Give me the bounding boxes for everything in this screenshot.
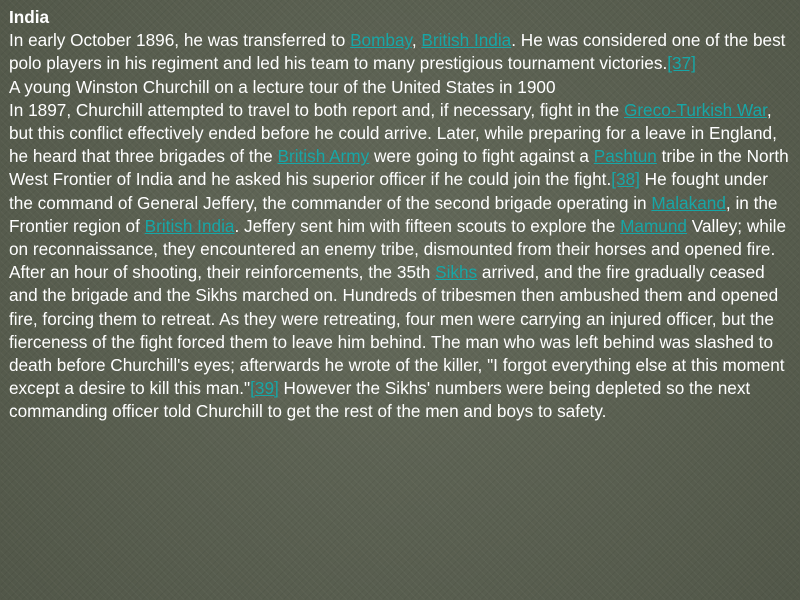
paragraph-text: , but this conflict effectively ended before he could arrive. Later, while preparing for a leave in England, he heard that three brigades of the (9, 99, 777, 167)
link-mamund[interactable]: Mamund (620, 215, 687, 236)
paragraph-text: In early October 1896, he was transferred to (9, 30, 351, 51)
paragraph-text: , in the Frontier region of (9, 192, 778, 236)
paragraph-malakand (9, 99, 795, 424)
paragraph-text: were going to fight against a (369, 146, 594, 167)
link-greco-turkish-war[interactable]: Greco-Turkish War (623, 99, 767, 120)
link-pashtun[interactable]: Pashtun (593, 146, 657, 167)
citation-38[interactable]: [38] (611, 169, 640, 190)
link-bombay[interactable]: Bombay (350, 30, 412, 51)
image-caption: A young Winston Churchill on a lecture tour of the United States in 1900 (9, 76, 556, 97)
citation-39[interactable]: [39] (250, 378, 279, 399)
paragraph-text: . He was considered one of the best polo players in his regiment and led his team to many prestigious tournament victories. (9, 30, 786, 74)
link-british-india[interactable]: British India (144, 215, 235, 236)
paragraph-text: tribe in the North West Frontier of India and he asked his superior officer if he could join the fight. (9, 146, 789, 190)
paragraph-text: . Jeffery sent him with fifteen scouts to explore the (234, 215, 621, 236)
link-malakand[interactable]: Malakand (651, 192, 726, 213)
paragraph-text: In 1897, Churchill attempted to travel to both report and, if necessary, fight in the (9, 99, 624, 120)
article-content (9, 6, 795, 424)
link-sikhs[interactable]: Sikhs (435, 262, 478, 283)
paragraph-text: He fought under the command of General Jeffery, the commander of the second brigade operating in (9, 169, 768, 213)
paragraph-text: arrived, and the fire gradually ceased and the brigade and the Sikhs marched on. Hundreds of tribesmen then ambushed them and opened fire, forcing them to retreat. As they were retreating, four men were carrying an injured officer, but the fierceness of the fight forced them to leave him behind. The man who was left behind was slashed to death before Churchill's eyes; afterwards he wrote of the killer, "I forgot everything else at this moment except a desire to kill this man." (9, 262, 785, 399)
section-heading: India (9, 7, 50, 27)
paragraph-text: , (411, 30, 422, 51)
paragraph-text: Valley; while on reconnaissance, they encountered an enemy tribe, dismounted from their horses and opened fire. After an hour of shooting, their reinforcements, the 35th (9, 215, 787, 283)
citation-37[interactable]: [37] (667, 53, 696, 74)
paragraph-text: However the Sikhs' numbers were being depleted so the next commanding officer told Churchill to get the rest of the men and boys to safety. (9, 378, 751, 422)
paragraph-polo (9, 29, 795, 75)
link-british-army[interactable]: British Army (277, 146, 370, 167)
link-british-india[interactable]: British India (421, 30, 512, 51)
